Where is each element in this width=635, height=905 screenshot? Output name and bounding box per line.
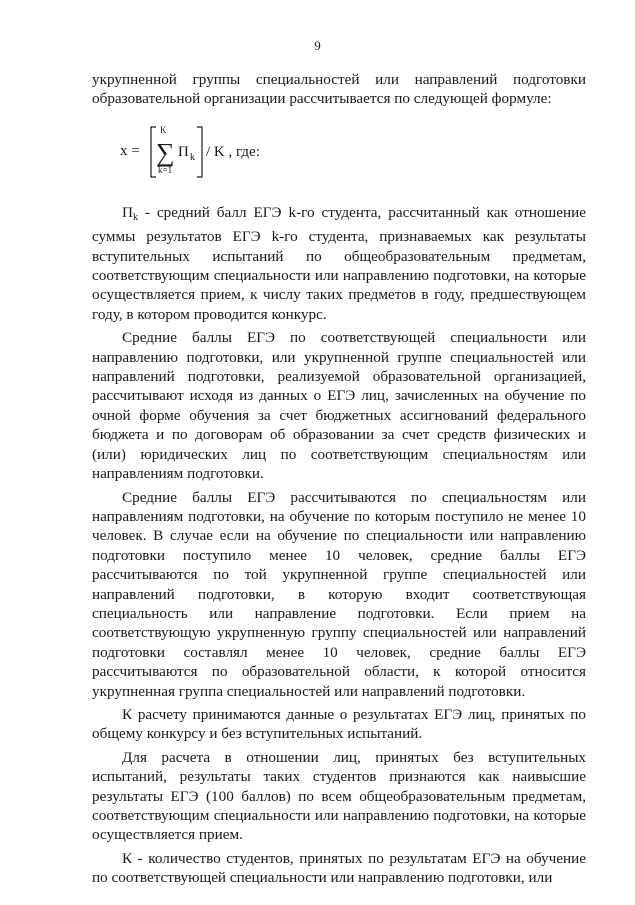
formula [92, 115, 586, 187]
formula-tail: / K , где: [206, 143, 260, 160]
sum-sigma-icon: ∑ [156, 137, 175, 167]
paragraph-pk-definition [92, 203, 586, 324]
formula-term-sub: k [190, 151, 195, 163]
paragraph-intro: укрупненной группы специальностей или направлений подготовки образовательной организации рассчитывается по следующей формуле: [92, 71, 586, 108]
paragraph-k-definition: К - количество студентов, принятых по результатам ЕГЭ на обучение по соответствующей специальности или направлению подготовки, или [92, 849, 586, 887]
pk-subscript: k [132, 211, 138, 223]
right-bracket-icon [197, 127, 202, 177]
formula-term: П [178, 143, 189, 160]
paragraph-average-scores: Средние баллы ЕГЭ по соответствующей специальности или направлению подготовки, или укрупненной группе специальностей или направлений подготовки, реализуемой образовательной организацией, рассчитывают исходя из данных о ЕГЭ лиц, зачисленных на обучение по очной форме обучения за счет бюджетных ассигнований федерального бюджета и по договорам об образовании за счет средств физических и (или) юридических лиц по соответствующим специальностям или направлениям подготовки. [92, 329, 586, 483]
paragraph-accepted-data: К расчету принимаются данные о результатах ЕГЭ лиц, принятых по общему конкурсу и без вступительных испытаний. [92, 705, 586, 743]
pk-symbol: П [122, 203, 133, 221]
sum-upper-limit: K [160, 124, 167, 135]
pk-definition-text: - средний балл ЕГЭ k-го студента, рассчитанный как отношение суммы результатов ЕГЭ k-го студента, признаваемых как результаты вступительных испытаний по общеобразовательным предметам, соответствующим специальности или направлению подготовки, на которые осуществляется прием, к числу таких предметов в году, предшествующем году, в котором проводится конкурс. [92, 203, 586, 323]
formula-svg [120, 115, 320, 187]
formula-lhs: x = [120, 142, 140, 159]
sum-lower-limit: k=1 [158, 164, 173, 175]
page-number: 9 [314, 38, 321, 53]
document-body [92, 70, 586, 888]
paragraph-calculation-rules: Средние баллы ЕГЭ рассчитываются по специальностям или направлениям подготовки, на обучение по которым поступило не менее 10 человек. В случае если на обучение по специальности или направлению подготовки поступило менее 10 человек, средние баллы ЕГЭ рассчитываются по той укрупненной группе специальностей или направлений подготовки, в которую входит соответствующая специальность или направление подготовки. Если прием на соответствующую укрупненную группу специальностей или направлений подготовки составлял менее 10 человек, средние баллы ЕГЭ рассчитываются по образовательной области, к которой относится укрупненная группа специальностей или направлений подготовки. [92, 488, 586, 700]
paragraph-without-exams: Для расчета в отношении лиц, принятых без вступительных испытаний, результаты таких студентов признаются как наивысшие результаты ЕГЭ (100 баллов) по всем общеобразовательным предметам, соответствующим специальности или направлению подготовки, на которые осуществляется прием. [92, 748, 586, 844]
